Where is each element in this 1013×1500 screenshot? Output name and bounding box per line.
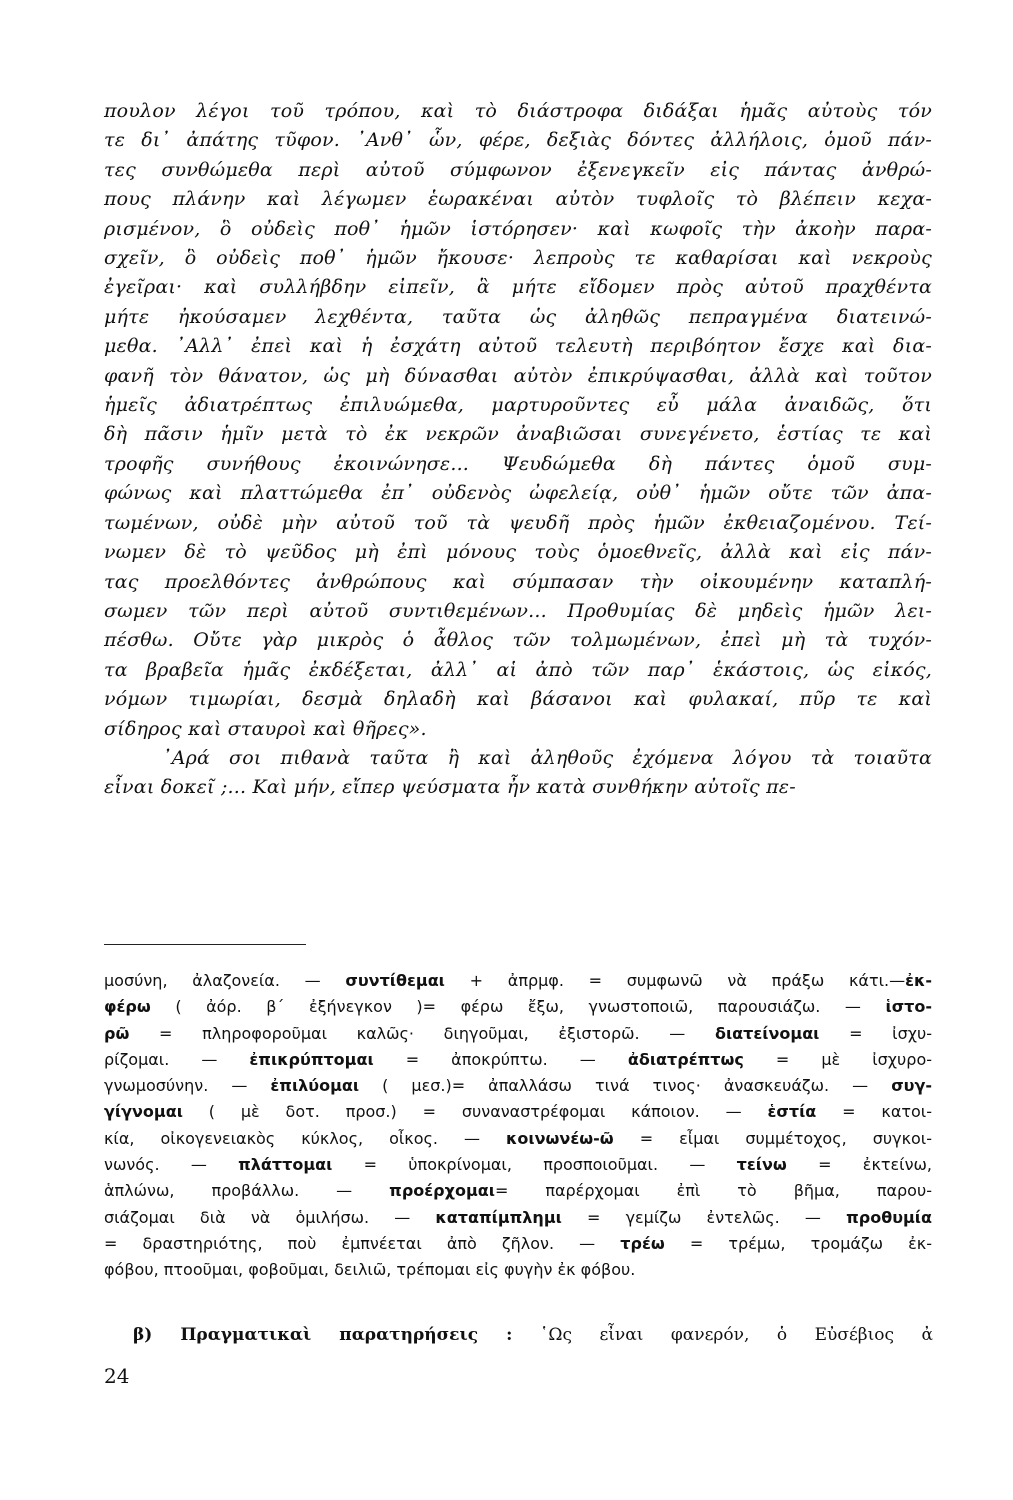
glossary-term: προέρχομαι xyxy=(389,1181,495,1201)
glossary-text: φόβου, πτοοῦμαι, φοβοῦμαι, δειλιῶ, τρέπομαι εἰς φυγὴν ἐκ φόβου. xyxy=(104,1260,636,1280)
glossary-term: τρέω xyxy=(620,1233,665,1253)
glossary-term: κοινωνέω-ῶ xyxy=(506,1128,614,1148)
glossary-text: = ἐκτείνω, xyxy=(786,1155,932,1175)
glossary-term: ρῶ xyxy=(104,1023,130,1043)
text-line: εἶναι δοκεῖ ;... Καὶ μήν, εἴπερ ψεύσματα ἦν κατὰ συνθήκην αὐτοῖς πε- xyxy=(104,776,796,799)
text-line: σχεῖν, ὃ οὐδεὶς ποθ᾽ ἡμῶν ἤκουσε· λεπροὺς τε καθαρίσαι καὶ νεκροὺς xyxy=(104,247,932,270)
text-line: μεθα. ᾿Αλλ᾽ ἐπεὶ καὶ ἡ ἐσχάτη αὐτοῦ τελευτὴ περιβόητον ἔσχε καὶ δια- xyxy=(104,335,932,358)
note-line xyxy=(104,1099,932,1125)
glossary-term: ἐπιλύομαι xyxy=(270,1076,360,1096)
text-line: πέσθω. Οὔτε γὰρ μικρὸς ὁ ἆθλος τῶν τολμωμένων, ἐπεὶ μὴ τὰ τυχόν- xyxy=(104,629,932,652)
note-line xyxy=(104,1152,932,1178)
glossary-term: πλάττομαι xyxy=(238,1155,333,1175)
glossary-text: = γεμίζω ἐντελῶς. — xyxy=(561,1207,847,1227)
glossary-text: ( μὲ δοτ. προσ.) = συναναστρέφομαι κάποιον. — xyxy=(182,1102,768,1122)
glossary-text: κία, οἰκογενειακὸς κύκλος, οἶκος. — xyxy=(104,1128,507,1148)
text-line: νωμεν δὲ τὸ ψεῦδος μὴ ἐπὶ μόνους τοὺς ὁμοεθνεῖς, ἀλλὰ καὶ εἰς πάν- xyxy=(104,541,932,564)
glossary-term: συντίθεμαι xyxy=(345,971,445,990)
glossary-text: = εἶμαι συμμέτοχος, συγκοι- xyxy=(613,1128,932,1148)
glossary-term: προθυμία xyxy=(846,1207,933,1227)
note-line xyxy=(104,1231,932,1257)
glossary-notes xyxy=(104,968,932,1284)
note-line xyxy=(104,1047,932,1073)
glossary-text: = ἰσχυ- xyxy=(819,1023,933,1043)
text-line: φώνως καὶ πλαττώμεθα ἐπ᾽ οὐδενὸς ὠφελείᾳ, οὐθ᾽ ἡμῶν οὔτε τῶν ἀπα- xyxy=(104,482,932,505)
text-line: τωμένων, οὐδὲ μὴν αὐτοῦ τοῦ τὰ ψευδῆ πρὸς ἡμῶν ἐκθειαζομένου. Τεί- xyxy=(104,511,932,534)
glossary-text: = ἀποκρύπτω. — xyxy=(373,1049,628,1069)
glossary-text: = παρέρχομαι ἐπὶ τὸ βῆμα, παρου- xyxy=(494,1181,933,1201)
glossary-text: σιάζομαι διὰ νὰ ὁμιλήσω. — xyxy=(104,1207,436,1227)
glossary-term: συγ- xyxy=(891,1076,932,1096)
glossary-term: καταπίμπλημι xyxy=(435,1207,562,1227)
glossary-text: ρίζομαι. — xyxy=(104,1049,250,1069)
glossary-text: γνωμοσύνην. — xyxy=(104,1076,271,1096)
note-line xyxy=(104,1021,932,1047)
text-line: ἐγεῖραι· καὶ συλλήβδην εἰπεῖν, ἃ μήτε εἴδομεν πρὸς αὐτοῦ πραχθέντα xyxy=(104,276,932,299)
glossary-text: μοσύνη, ἀλαζονεία. — xyxy=(104,971,346,990)
note-line xyxy=(104,1257,932,1283)
glossary-text: ( μεσ.)= ἀπαλλάσω τινά τινος· ἀνασκευάζω. — xyxy=(359,1076,892,1096)
note-line xyxy=(104,994,932,1020)
glossary-text: = μὲ ἰσχυρο- xyxy=(743,1049,933,1069)
glossary-text: = δραστηριότης, ποὺ ἐμπνέεται ἀπὸ ζῆλον. — xyxy=(104,1233,621,1253)
text-line: πουλον λέγοι τοῦ τρόπου, καὶ τὸ διάστροφα διδάξαι ἡμᾶς αὐτοὺς τόν xyxy=(104,100,932,122)
text-line: φανῆ τὸν θάνατον, ὡς μὴ δύνασθαι αὐτὸν ἐπικρύψασθαι, ἀλλὰ καὶ τοῦτον xyxy=(104,364,932,387)
text-line: τες συνθώμεθα περὶ αὐτοῦ σύμφωνον ἐξενεγκεῖν εἰς πάντας ἀνθρώ- xyxy=(104,158,932,181)
text-line: δὴ πᾶσιν ἡμῖν μετὰ τὸ ἐκ νεκρῶν ἀναβιῶσαι συνεγένετο, ἑστίας τε καὶ xyxy=(104,423,932,446)
glossary-text: = τρέμω, τρομάζω ἐκ- xyxy=(664,1233,933,1253)
glossary-text: = πληροφοροῦμαι καλῶς· διηγοῦμαι, ἐξιστορῶ. — xyxy=(129,1023,715,1043)
text-line: ἡμεῖς ἀδιατρέπτως ἐπιλυώμεθα, μαρτυροῦντες εὖ μάλα ἀναιδῶς, ὅτι xyxy=(104,394,932,417)
note-line xyxy=(104,1126,932,1152)
glossary-term: τείνω xyxy=(736,1155,787,1175)
main-text-passage xyxy=(104,97,932,803)
text-line: μήτε ἠκούσαμεν λεχθέντα, ταῦτα ὡς ἀληθῶς πεπραγμένα διατεινώ- xyxy=(104,305,932,328)
remarks-heading: β) Πραγματικαὶ παρατηρήσεις : xyxy=(133,1325,513,1345)
glossary-text: = ὑποκρίνομαι, προσποιοῦμαι. — xyxy=(332,1155,737,1175)
text-line: τροφῆς συνήθους ἐκοινώνησε... Ψευδώμεθα δὴ πάντες ὁμοῦ συμ- xyxy=(104,452,932,475)
text-line: ρισμένον, ὃ οὐδεὶς ποθ᾽ ἡμῶν ἱστόρησεν· καὶ κωφοῖς τὴν ἀκοὴν παρα- xyxy=(104,217,932,240)
glossary-term: ἐκ- xyxy=(905,971,933,990)
glossary-term: φέρω xyxy=(104,997,151,1017)
text-line: σίδηρος καὶ σταυροὶ καὶ θῆρες». xyxy=(104,717,427,740)
glossary-text: = κατοι- xyxy=(816,1102,932,1122)
glossary-text: νωνός. — xyxy=(104,1155,239,1175)
glossary-term: διατείνομαι xyxy=(714,1023,820,1043)
text-line: νόμων τιμωρίαι, δεσμὰ δηλαδὴ καὶ βάσανοι καὶ φυλακαί, πῦρ τε καὶ xyxy=(104,688,932,711)
glossary-term: ἐπικρύπτομαι xyxy=(249,1049,374,1069)
note-line xyxy=(104,1073,932,1099)
text-line: ᾿Αρά σοι πιθανὰ ταῦτα ἢ καὶ ἀληθοῦς ἐχόμενα λόγου τὰ τοιαῦτα xyxy=(162,746,932,769)
footnote-separator xyxy=(104,944,306,945)
note-line xyxy=(104,1205,932,1231)
glossary-text: ἁπλώνω, προβάλλω. — xyxy=(104,1181,390,1201)
glossary-text: + ἀπρμφ. = συμφωνῶ νὰ πράξω κάτι.— xyxy=(444,971,906,990)
page-number: 24 xyxy=(104,1364,130,1388)
glossary-term: γίγνομαι xyxy=(104,1102,183,1122)
factual-remarks xyxy=(133,1322,933,1348)
text-line: πους πλάνην καὶ λέγωμεν ἑωρακέναι αὐτὸν τυφλοῖς τὸ βλέπειν κεχα- xyxy=(104,188,932,211)
note-line xyxy=(104,968,932,994)
text-line: σωμεν τῶν περὶ αὐτοῦ συντιθεμένων... Προθυμίας δὲ μηδεὶς ἡμῶν λει- xyxy=(104,599,932,622)
glossary-term: ἱστο- xyxy=(885,997,932,1017)
glossary-term: ἀδιατρέπτως xyxy=(627,1049,744,1069)
text-line: τα βραβεῖα ἡμᾶς ἐκδέξεται, ἀλλ᾽ αἱ ἀπὸ τῶν παρ᾽ ἑκάστοις, ὡς εἰκός, xyxy=(104,658,932,681)
text-line: τας προελθόντες ἀνθρώπους καὶ σύμπασαν τὴν οἰκουμένην καταπλή- xyxy=(104,570,932,593)
glossary-term: ἑστία xyxy=(767,1102,817,1122)
glossary-text: ( ἀόρ. β΄ ἐξήνεγκον )= φέρω ἔξω, γνωστοποιῶ, παρουσιάζω. — xyxy=(150,997,886,1017)
remarks-text: ῾Ως εἶναι φανερόν, ὁ Εὐσέβιος ἀ xyxy=(512,1325,933,1345)
text-line: τε δι᾽ ἀπάτης τῦφον. ᾿Ανθ᾽ ὧν, φέρε, δεξιὰς δόντες ἀλλήλοις, ὁμοῦ πάν- xyxy=(104,129,932,152)
note-line xyxy=(104,1178,932,1204)
